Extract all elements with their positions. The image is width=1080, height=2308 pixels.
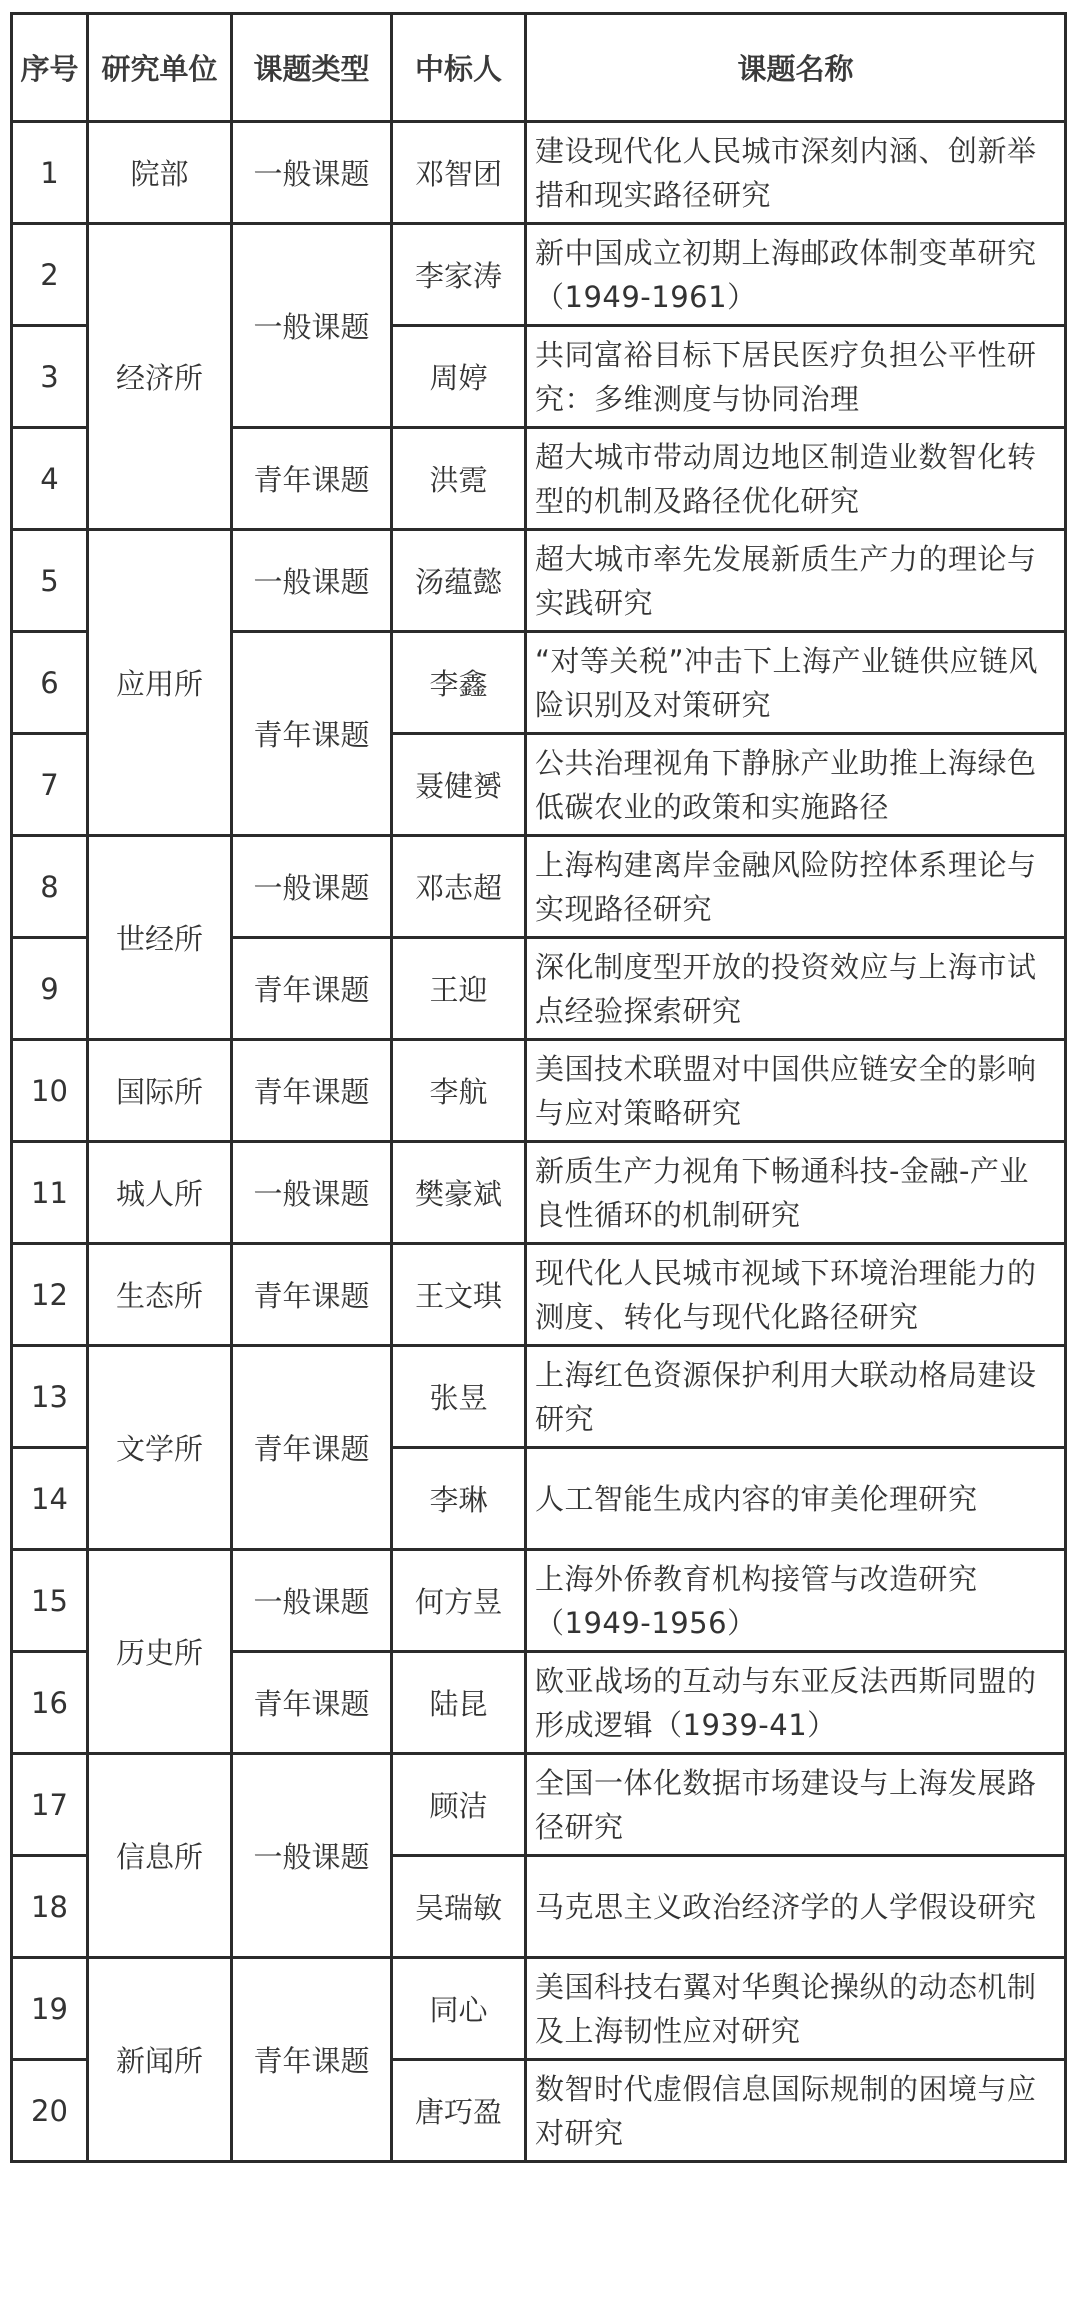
cell-type: 青年课题 [232,1244,392,1346]
cell-person: 汤蕴懿 [392,530,526,632]
cell-person: 王文琪 [392,1244,526,1346]
cell-unit: 文学所 [88,1346,232,1550]
cell-title: 新中国成立初期上海邮政体制变革研究（1949-1961） [526,224,1066,326]
cell-person: 李琳 [392,1448,526,1550]
cell-person: 唐巧盈 [392,2060,526,2162]
cell-type: 青年课题 [232,632,392,836]
cell-type: 一般课题 [232,1754,392,1958]
cell-no: 10 [12,1040,88,1142]
cell-person: 洪霓 [392,428,526,530]
cell-title: “对等关税”冲击下上海产业链供应链风险识别及对策研究 [526,632,1066,734]
cell-person: 李家涛 [392,224,526,326]
cell-no: 16 [12,1652,88,1754]
header-type: 课题类型 [232,14,392,122]
cell-title: 马克思主义政治经济学的人学假设研究 [526,1856,1066,1958]
cell-type: 一般课题 [232,224,392,428]
cell-type: 一般课题 [232,1142,392,1244]
cell-type: 青年课题 [232,938,392,1040]
table-row [12,1244,1066,1346]
cell-no: 20 [12,2060,88,2162]
table-row [12,1550,1066,1652]
cell-unit: 应用所 [88,530,232,836]
cell-type: 一般课题 [232,836,392,938]
cell-type: 一般课题 [232,1550,392,1652]
header-unit: 研究单位 [88,14,232,122]
cell-title: 新质生产力视角下畅通科技-金融-产业良性循环的机制研究 [526,1142,1066,1244]
table-row [12,1346,1066,1448]
cell-person: 李鑫 [392,632,526,734]
cell-no: 7 [12,734,88,836]
cell-person: 顾洁 [392,1754,526,1856]
cell-type: 青年课题 [232,1040,392,1142]
cell-unit: 国际所 [88,1040,232,1142]
table-row [12,530,1066,632]
cell-no: 1 [12,122,88,224]
cell-person: 陆昆 [392,1652,526,1754]
header-person: 中标人 [392,14,526,122]
cell-person: 樊豪斌 [392,1142,526,1244]
cell-title: 现代化人民城市视域下环境治理能力的测度、转化与现代化路径研究 [526,1244,1066,1346]
cell-unit: 历史所 [88,1550,232,1754]
cell-person: 张昱 [392,1346,526,1448]
cell-no: 14 [12,1448,88,1550]
cell-no: 8 [12,836,88,938]
cell-unit: 经济所 [88,224,232,530]
cell-unit: 生态所 [88,1244,232,1346]
cell-no: 15 [12,1550,88,1652]
cell-no: 4 [12,428,88,530]
cell-no: 11 [12,1142,88,1244]
cell-person: 聂健赟 [392,734,526,836]
cell-unit: 城人所 [88,1142,232,1244]
cell-no: 18 [12,1856,88,1958]
table-row [12,122,1066,224]
project-table [10,12,1067,2163]
cell-unit: 院部 [88,122,232,224]
cell-no: 17 [12,1754,88,1856]
cell-person: 邓志超 [392,836,526,938]
cell-title: 共同富裕目标下居民医疗负担公平性研究：多维测度与协同治理 [526,326,1066,428]
cell-no: 5 [12,530,88,632]
cell-type: 青年课题 [232,1958,392,2162]
cell-person: 王迎 [392,938,526,1040]
table-row [12,224,1066,326]
cell-person: 吴瑞敏 [392,1856,526,1958]
cell-person: 邓智团 [392,122,526,224]
cell-no: 3 [12,326,88,428]
cell-person: 周婷 [392,326,526,428]
cell-title: 超大城市带动周边地区制造业数智化转型的机制及路径优化研究 [526,428,1066,530]
header-row [12,14,1066,122]
cell-title: 公共治理视角下静脉产业助推上海绿色低碳农业的政策和实施路径 [526,734,1066,836]
table-row [12,1958,1066,2060]
cell-unit: 世经所 [88,836,232,1040]
cell-title: 上海外侨教育机构接管与改造研究（1949-1956） [526,1550,1066,1652]
cell-no: 2 [12,224,88,326]
cell-title: 深化制度型开放的投资效应与上海市试点经验探索研究 [526,938,1066,1040]
table-row [12,1142,1066,1244]
cell-title: 建设现代化人民城市深刻内涵、创新举措和现实路径研究 [526,122,1066,224]
table-row [12,836,1066,938]
cell-unit: 信息所 [88,1754,232,1958]
cell-type: 青年课题 [232,428,392,530]
cell-title: 数智时代虚假信息国际规制的困境与应对研究 [526,2060,1066,2162]
cell-person: 李航 [392,1040,526,1142]
cell-title: 美国科技右翼对华舆论操纵的动态机制及上海韧性应对研究 [526,1958,1066,2060]
table-row [12,1040,1066,1142]
cell-no: 19 [12,1958,88,2060]
cell-title: 全国一体化数据市场建设与上海发展路径研究 [526,1754,1066,1856]
cell-title: 上海红色资源保护利用大联动格局建设研究 [526,1346,1066,1448]
cell-title: 超大城市率先发展新质生产力的理论与实践研究 [526,530,1066,632]
cell-person: 同心 [392,1958,526,2060]
cell-type: 一般课题 [232,122,392,224]
cell-title: 上海构建离岸金融风险防控体系理论与实现路径研究 [526,836,1066,938]
cell-title: 美国技术联盟对中国供应链安全的影响与应对策略研究 [526,1040,1066,1142]
cell-no: 12 [12,1244,88,1346]
cell-type: 青年课题 [232,1346,392,1550]
cell-title: 欧亚战场的互动与东亚反法西斯同盟的形成逻辑（1939-41） [526,1652,1066,1754]
header-title: 课题名称 [526,14,1066,122]
cell-person: 何方昱 [392,1550,526,1652]
table-row [12,1754,1066,1856]
header-no: 序号 [12,14,88,122]
cell-no: 9 [12,938,88,1040]
cell-title: 人工智能生成内容的审美伦理研究 [526,1448,1066,1550]
cell-no: 13 [12,1346,88,1448]
cell-type: 青年课题 [232,1652,392,1754]
cell-no: 6 [12,632,88,734]
cell-type: 一般课题 [232,530,392,632]
cell-unit: 新闻所 [88,1958,232,2162]
